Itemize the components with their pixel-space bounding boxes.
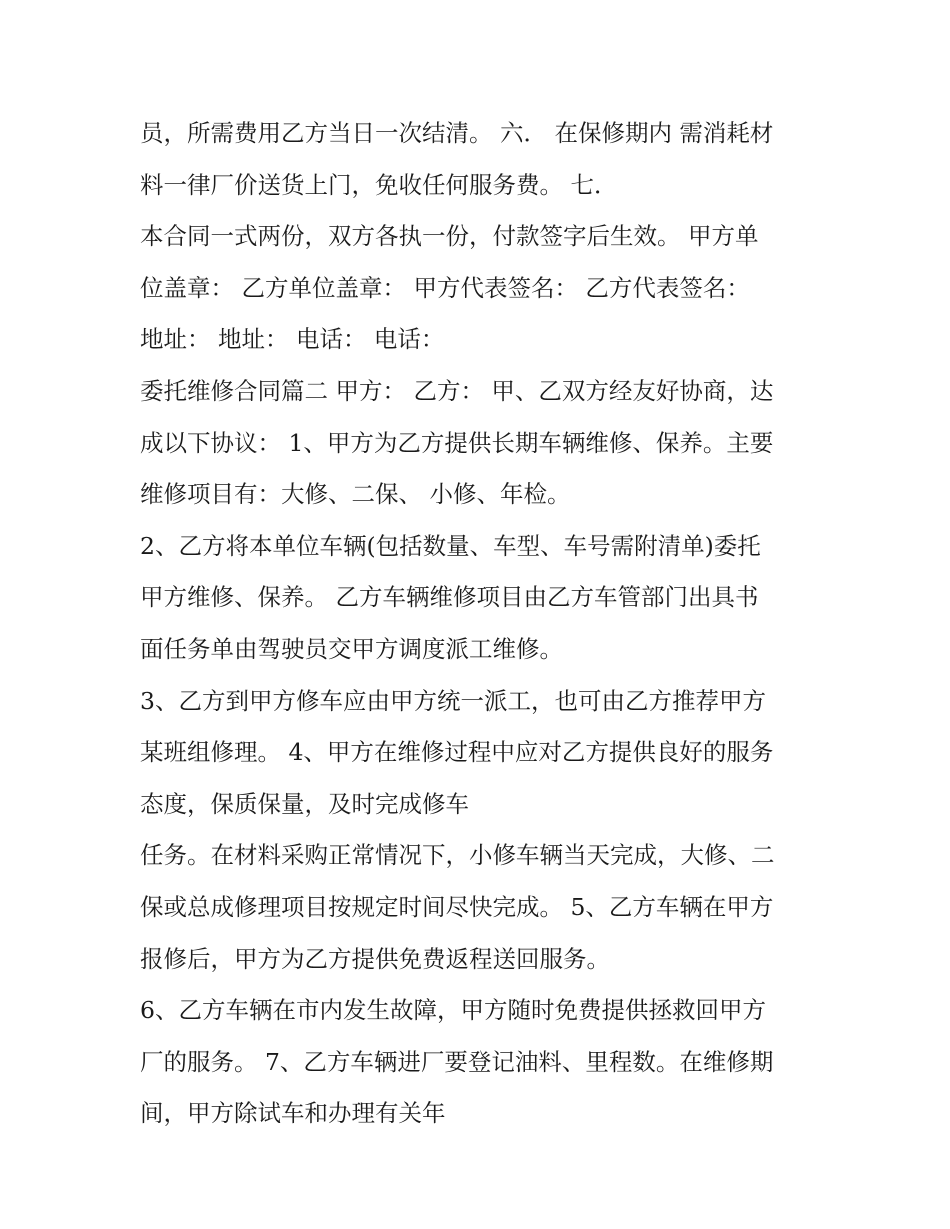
text-line: 某班组修理。 4、甲方在维修过程中应对乙方提供良好的服务 (140, 738, 774, 767)
text-line: 甲方维修、保养。 乙方车辆维修项目由乙方车管部门出具书 (140, 583, 759, 612)
text-line: 态度，保质保量，及时完成修车 (140, 789, 469, 818)
text-line: 厂的服务。 7、乙方车辆进厂要登记油料、里程数。在维修期 (140, 1047, 774, 1076)
text-line: 间，甲方除试车和办理有关年 (140, 1099, 446, 1128)
text-line: 地址： 地址： 电话： 电话： (140, 325, 445, 354)
text-line: 维修项目有：大修、二保、 小修、年检。 (140, 480, 571, 509)
text-line: 报修后，甲方为乙方提供免费返程送回服务。 (140, 944, 610, 973)
text-line: 任务。在材料采购正常情况下，小修车辆当天完成，大修、二 (140, 841, 775, 870)
text-line: 6、乙方车辆在市内发生故障，甲方随时免费提供拯救回甲方 (140, 996, 766, 1025)
text-line: 2、乙方将本单位车辆(包括数量、车型、车号需附清单)委托 (140, 531, 761, 560)
text-line: 面任务单由驾驶员交甲方调度派工维修。 (140, 634, 563, 663)
contract-text (140, 108, 830, 1140)
text-line: 委托维修合同篇二 甲方： 乙方： 甲、乙双方经友好协商，达 (140, 376, 774, 405)
text-line: 保或总成修理项目按规定时间尽快完成。 5、乙方车辆在甲方 (140, 892, 774, 921)
text-line: 本合同一式两份，双方各执一份，付款签字后生效。 甲方单 (140, 222, 759, 251)
text-line: 成以下协议： 1、甲方为乙方提供长期车辆维修、保养。主要 (140, 428, 774, 457)
text-line: 位盖章： 乙方单位盖章： 甲方代表签名： 乙方代表签名： (140, 273, 750, 302)
text-line: 料一律厂价送货上门，免收任何服务费。 七． (140, 170, 618, 199)
text-line: 3、乙方到甲方修车应由甲方统一派工，也可由乙方推荐甲方 (140, 686, 766, 715)
text-line: 员，所需费用乙方当日一次结清。 六． 在保修期内 需消耗材 (140, 119, 774, 147)
